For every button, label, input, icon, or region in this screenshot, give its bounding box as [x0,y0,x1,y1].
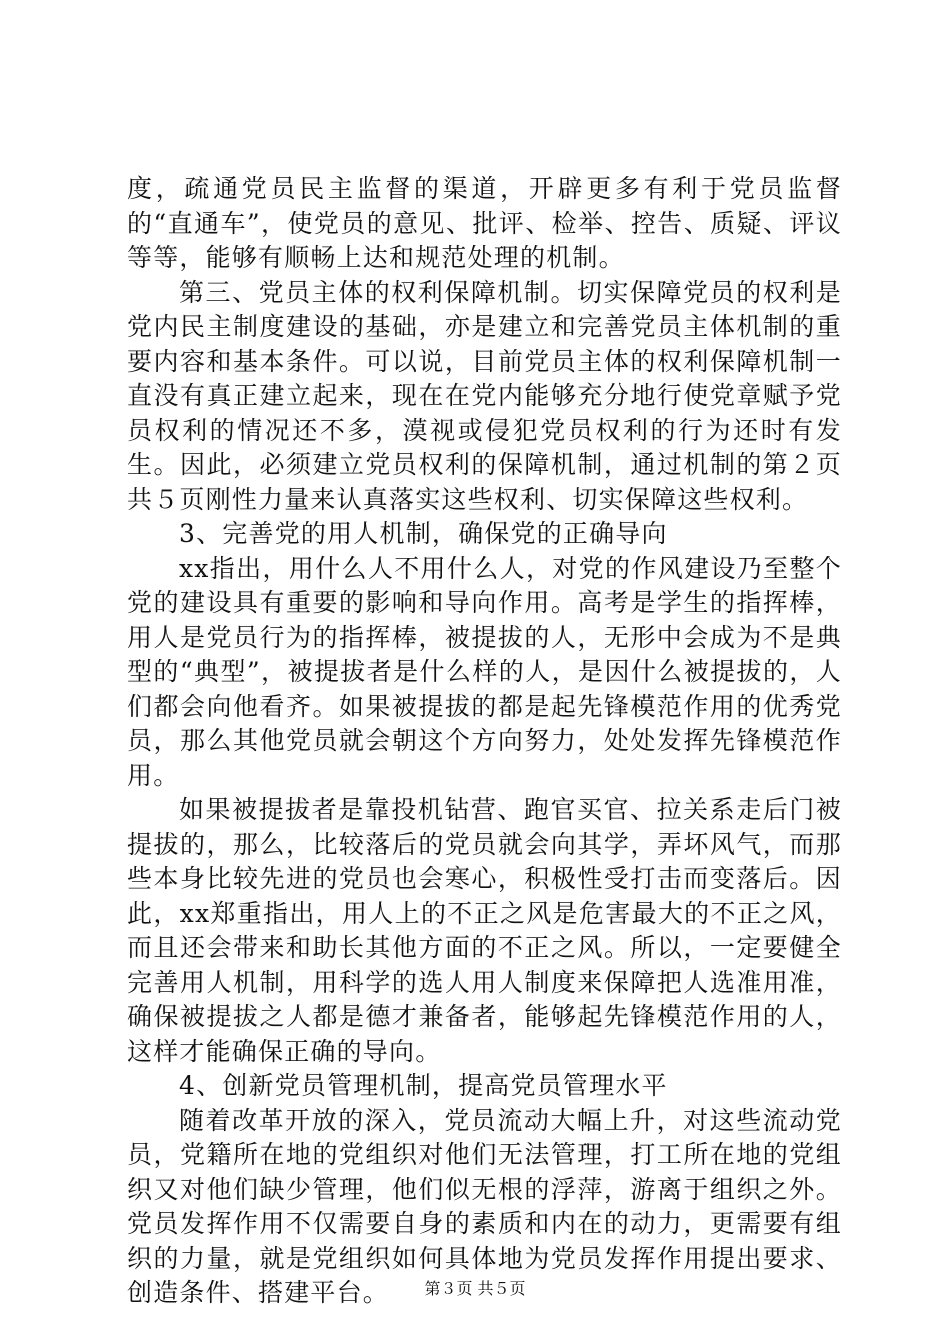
page-number: 第３页 共５页 [424,1279,526,1298]
document-body [127,172,842,1311]
section-heading-3: 3、完善党的用人机制，确保党的正确导向 [179,519,668,548]
paragraph-personnel-guidance: xx指出，用什么人不用什么人，对党的作风建设乃至整个党的建设具有重要的影响和导向作用。高考是学生的指挥棒，用人是党员行为的指挥棒，被提拔的人，无形中会成为不是典型的“典型”，被提拔者是什么样的人，是因什么被提拔的，人们都会向他看齐。如果被提拔的都是起先锋模范作用的优秀党员，那么其他党员就会朝这个方向努力，处处发挥先锋模范作用。 [127,553,842,790]
paragraph-improper-promotion: 如果被提拔者是靠投机钻营、跑官买官、拉关系走后门被提拔的，那么，比较落后的党员就会向其学，弄坏风气，而那些本身比较先进的党员也会寒心，积极性受打击而变落后。因此，xx郑重指出，用人上的不正之风是危害最大的不正之风，而且还会带来和助长其他方面的不正之风。所以，一定要健全完善用人机制，用科学的选人用人制度来保障把人选准用准，确保被提拔之人都是德才兼备者，能够起先锋模范作用的人，这样才能确保正确的导向。 [127,795,842,1066]
paragraph-member-management: 随着改革开放的深入，党员流动大幅上升，对这些流动党员，党籍所在地的党组织对他们无法管理，打工所在地的党组织又对他们缺少管理，他们似无根的浮萍，游离于组织之外。党员发挥作用不仅需要自身的素质和内在的动力，更需要有组织的力量，就是党组织如何具体地为党员发挥作用提出要求、创造条件、搭建平台。 [127,1105,842,1307]
section-heading-4: 4、创新党员管理机制，提高党员管理水平 [179,1071,668,1100]
paragraph-rights-protection: 第三、党员主体的权利保障机制。切实保障党员的权利是党内民主制度建设的基础，亦是建立和完善党员主体机制的重要内容和基本条件。可以说，目前党员主体的权利保障机制一直没有真正建立起来，现在在党内能够充分地行使党章赋予党员权利的情况还不多，漠视或侵犯党员权利的行为还时有发生。因此，必须建立党员权利的保障机制，通过机制的第２页共５页刚性力量来认真落实这些权利、切实保障这些权利。 [127,277,842,514]
paragraph-continuation: 度，疏通党员民主监督的渠道，开辟更多有利于党员监督的“直通车”，使党员的意见、批评、检举、控告、质疑、评议等等，能够有顺畅上达和规范处理的机制。 [127,174,842,272]
